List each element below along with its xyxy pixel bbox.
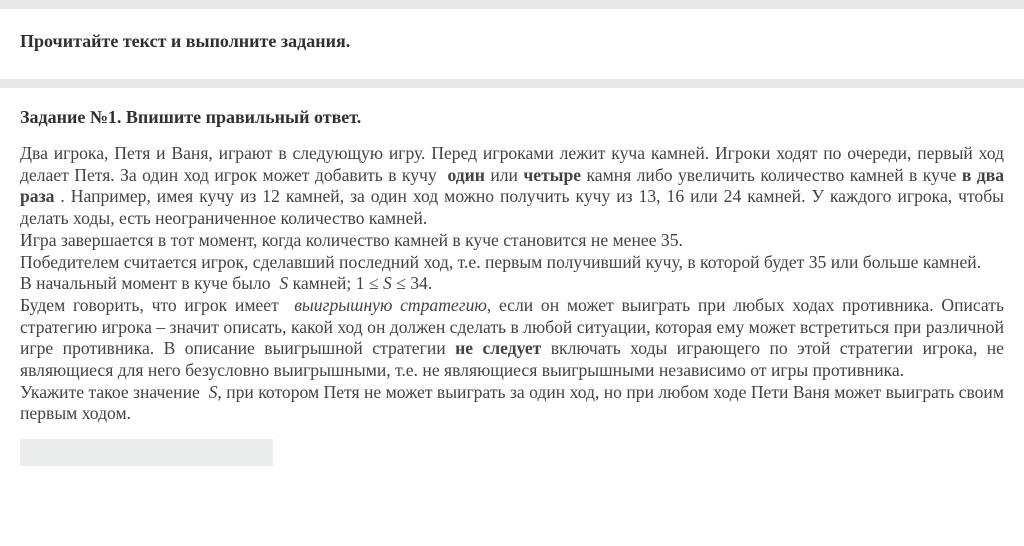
text-run: камней; 1 ≤: [288, 273, 383, 294]
top-divider-bar: [0, 0, 1024, 9]
text-run: выигрышную стратегию: [294, 294, 487, 315]
text-run: или: [484, 164, 524, 185]
text-run: включать ходы играющего по этой стратегии игрока, не являющиеся для него безусловно выигрышными, т.е. не являющиеся выигрышными независимо от игры противника.: [20, 338, 1004, 381]
text-run: Укажите такое значение: [20, 381, 209, 402]
task-paragraph: [20, 295, 1004, 382]
text-run: , при котором Петя не может выиграть за один ход, но при любом ходе Пети Ваня может выиграть своим первым ходом.: [20, 381, 1004, 424]
text-run: четыре: [523, 164, 582, 185]
text-run: S: [382, 273, 392, 294]
instructions-heading: Прочитайте текст и выполните задания.: [20, 31, 351, 51]
task-heading: Задание №1. Впишите правильный ответ.: [20, 107, 362, 127]
text-run: . Например, имея кучу из 12 камней, за один ход можно получить кучу из 13, 16 или 24 камней. У каждого игрока, чтобы делать ходы, есть неограниченное количество камней.: [20, 186, 1004, 229]
text-run: S: [279, 273, 289, 294]
text-run: в два раза: [20, 164, 1004, 207]
section-divider-bar: [0, 79, 1024, 88]
text-run: Победителем считается игрок, сделавший последний ход, т.е. первым получивший кучу, в которой будет 35 или больше камней.: [20, 251, 982, 272]
task-paragraph: [20, 143, 1004, 230]
text-run: камня либо увеличить количество камней в куче: [581, 164, 962, 185]
text-run: , если он может выиграть при любых ходах противника. Описать стратегию игрока – значит описать, какой ход он должен сделать в любой ситуации, которая ему может встретиться при различной игре противника. В описание выигрышной стратегии: [20, 294, 1004, 359]
text-run: один: [447, 164, 485, 185]
task-text: [20, 143, 1004, 425]
text-run: Два игрока, Петя и Ваня, играют в следующую игру. Перед игроками лежит куча камней. Игроки ходят по очереди, первый ход делает Петя. За один ход игрок может добавить в кучу: [20, 143, 1004, 185]
text-run: В начальный момент в куче было: [20, 273, 280, 294]
task-section: [0, 88, 1024, 466]
text-run: ≤ 34.: [391, 273, 433, 294]
text-run: Игра завершается в тот момент, когда количество камней в куче становится не менее 35.: [20, 229, 683, 250]
answer-input[interactable]: [20, 439, 273, 466]
text-run: Будем говорить, что игрок имеет: [20, 294, 295, 315]
task-paragraph: [20, 252, 1004, 274]
instructions-section: [0, 9, 1024, 79]
task-paragraph: [20, 230, 1004, 252]
task-paragraph: [20, 273, 1004, 295]
task-paragraph: [20, 382, 1004, 425]
text-run: не следует: [455, 338, 542, 359]
text-run: S: [208, 381, 218, 402]
